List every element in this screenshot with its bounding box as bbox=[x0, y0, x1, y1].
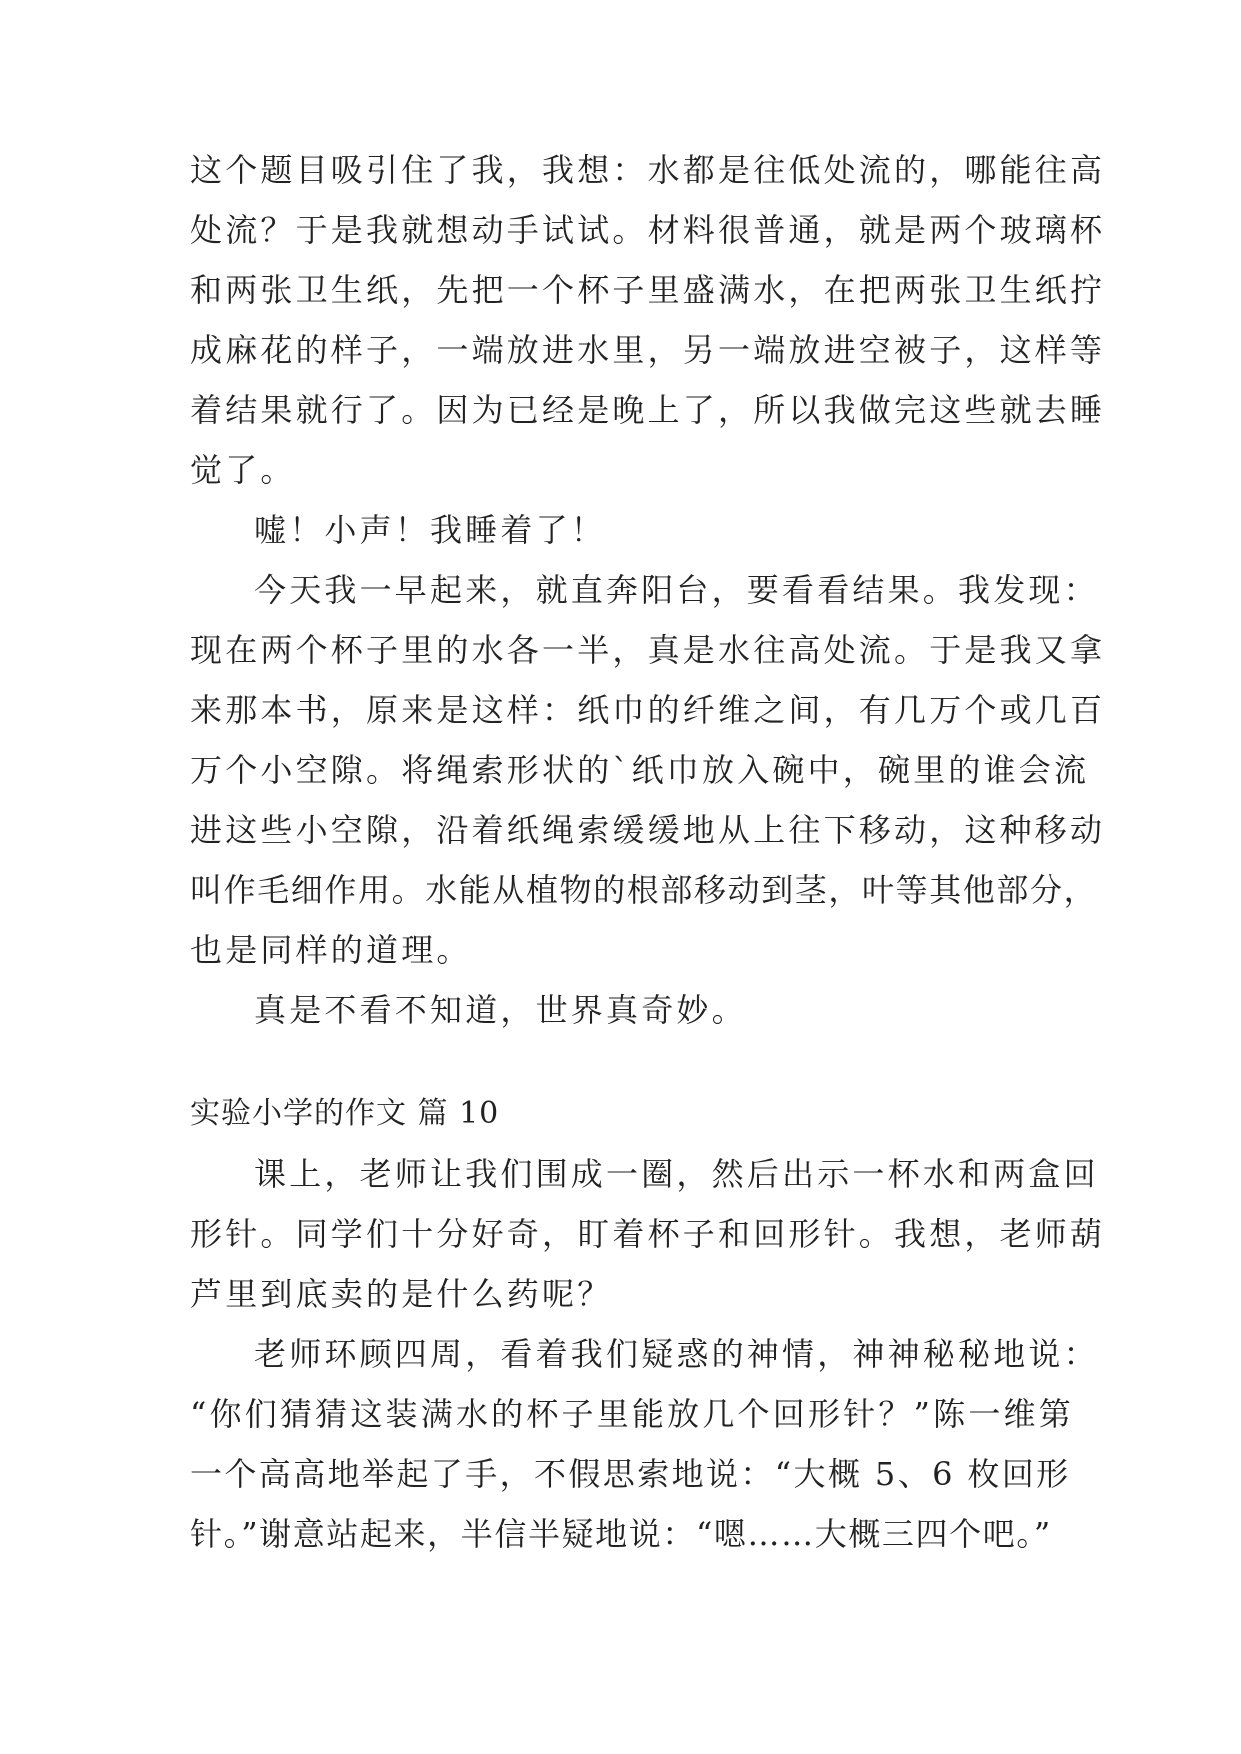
text-line: 现在两个杯子里的水各一半，真是水往高处流。于是我又拿 bbox=[190, 631, 1106, 669]
paragraph-first-line: 老师环顾四周，看着我们疑惑的神情，神神秘秘地说： bbox=[254, 1335, 1099, 1373]
paragraph-first-line: 嘘！小声！我睡着了！ bbox=[254, 511, 607, 549]
text-line: 一个高高地举起了手，不假思索地说：“大概 5、6 枚回形 bbox=[190, 1455, 1071, 1493]
paragraph-first-line: 今天我一早起来，就直奔阳台，要看看结果。我发现： bbox=[254, 571, 1099, 609]
text-line: 也是同样的道理。 bbox=[190, 931, 472, 969]
text-line: 这个题目吸引住了我，我想：水都是往低处流的，哪能往高 bbox=[190, 151, 1106, 189]
text-line: 来那本书，原来是这样：纸巾的纤维之间，有几万个或几百 bbox=[190, 691, 1106, 729]
text-line: 进这些小空隙，沿着纸绳索缓缓地从上往下移动，这种移动 bbox=[190, 811, 1106, 849]
text-line: 形针。同学们十分好奇，盯着杯子和回形针。我想，老师葫 bbox=[190, 1215, 1106, 1253]
text-line: 处流？于是我就想动手试试。材料很普通，就是两个玻璃杯 bbox=[190, 211, 1106, 249]
text-line: 成麻花的样子，一端放进水里，另一端放进空被子，这样等 bbox=[190, 331, 1106, 369]
section-heading: 实验小学的作文 篇 10 bbox=[190, 1096, 500, 1131]
text-line: 觉了。 bbox=[190, 451, 296, 489]
paragraph-first-line: 真是不看不知道，世界真奇妙。 bbox=[254, 991, 747, 1029]
paragraph-first-line: 课上，老师让我们围成一圈，然后出示一杯水和两盒回 bbox=[254, 1155, 1099, 1193]
text-line: 和两张卫生纸，先把一个杯子里盛满水，在把两张卫生纸拧 bbox=[190, 271, 1106, 309]
text-line: 万个小空隙。将绳索形状的`纸巾放入碗中，碗里的谁会流 bbox=[190, 751, 1090, 789]
text-line: “你们猜猜这装满水的杯子里能放几个回形针？”陈一维第 bbox=[190, 1395, 1074, 1433]
text-line: 芦里到底卖的是什么药呢？ bbox=[190, 1275, 613, 1313]
text-line: 针。”谢意站起来，半信半疑地说：“嗯……大概三四个吧。” bbox=[190, 1515, 1052, 1553]
text-line: 着结果就行了。因为已经是晚上了，所以我做完这些就去睡 bbox=[190, 391, 1106, 429]
text-line: 叫作毛细作用。水能从植物的根部移动到茎，叶等其他部分， bbox=[190, 871, 1098, 909]
